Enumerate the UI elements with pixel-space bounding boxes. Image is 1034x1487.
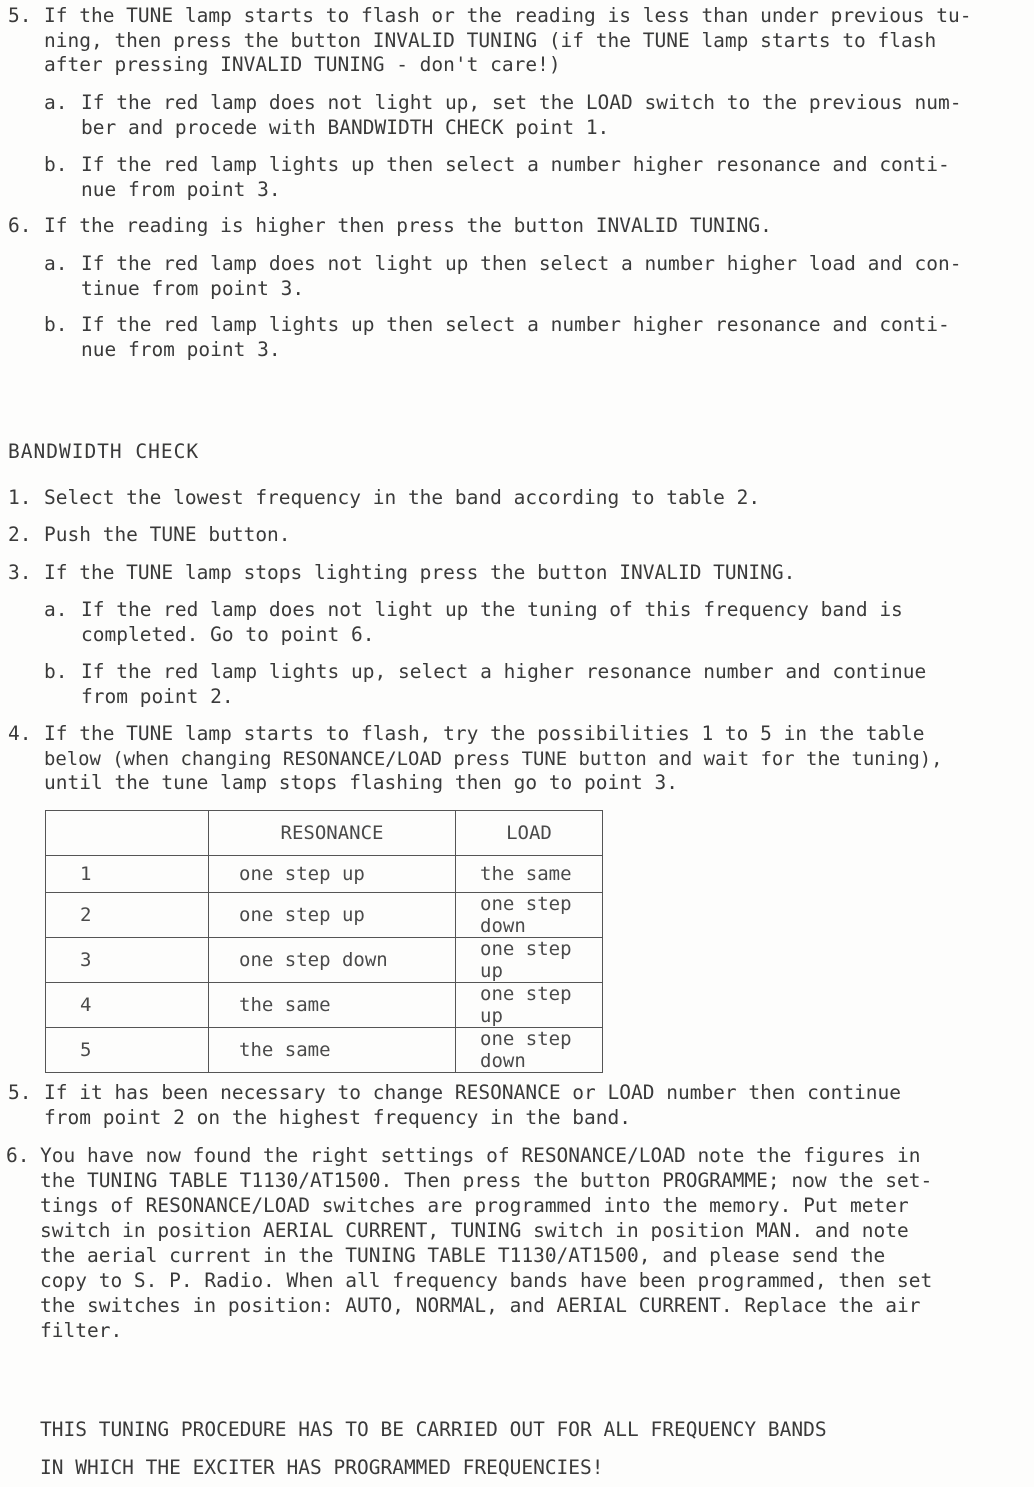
item-line: You have now found the right settings of RESONANCE/LOAD note the figures in [40,1144,921,1167]
item-line: the TUNING TABLE T1130/AT1500. Then press the button PROGRAMME; now the set- [40,1169,933,1192]
table-header-cell: RESONANCE [209,811,456,856]
table-cell: 4 [46,983,209,1028]
item-line: switch in position AERIAL CURRENT, TUNING switch in position MAN. and note [40,1219,909,1242]
item-line: ber and procede with BANDWIDTH CHECK point 1. [81,115,610,139]
table-cell: one step up [456,938,603,983]
tuning-possibilities-table [45,810,603,1073]
item-number: 4. [8,722,32,745]
item-number: 1. [8,486,32,509]
table-row [46,893,603,938]
item-line: If the TUNE lamp starts to flash or the reading is less than under previous tu- [44,4,972,27]
item-line: Push the TUNE button. [44,523,291,546]
table-cell: one step up [209,856,456,893]
item-number: 2. [8,523,32,546]
item-number: a. [44,598,68,621]
item-line: nue from point 3. [81,177,281,201]
table-cell: the same [456,856,603,893]
table-cell: the same [209,1028,456,1073]
table-cell: 5 [46,1028,209,1073]
table-cell: 1 [46,856,209,893]
item-line: copy to S. P. Radio. When all frequency bands have been programmed, then set [40,1269,933,1292]
item-line: If the red lamp lights up, select a higher resonance number and continue [81,660,927,683]
item-number: a. [44,91,68,114]
table-header-cell: LOAD [456,811,603,856]
item-number: 5. [8,4,32,27]
item-number: b. [44,660,68,683]
item-number: a. [44,252,68,275]
table-header-cell [46,811,209,856]
table-cell: one step up [209,893,456,938]
table-header-row [46,811,603,856]
item-number: 3. [8,561,32,584]
item-number: b. [44,153,68,176]
table-row [46,983,603,1028]
item-line: If the red lamp lights up then select a number higher resonance and conti- [81,153,950,176]
table-cell: 3 [46,938,209,983]
item-line: below (when changing RESONANCE/LOAD press TUNE button and wait for the tuning), [44,747,943,770]
table-cell: one step up [456,983,603,1028]
table-cell: one step down [456,893,603,938]
item-line: If the TUNE lamp stops lighting press the button INVALID TUNING. [44,561,796,584]
item-number: 5. [8,1081,32,1104]
item-line: from point 2 on the highest frequency in the band. [44,1105,631,1129]
section-heading: BANDWIDTH CHECK [8,440,200,463]
item-line: If the red lamp does not light up the tuning of this frequency band is [81,598,903,621]
table-cell: 2 [46,893,209,938]
table-row [46,1028,603,1073]
item-line: Select the lowest frequency in the band according to table 2. [44,486,761,509]
item-line: If the red lamp does not light up, set the LOAD switch to the previous num- [81,91,962,114]
table-cell: one step down [456,1028,603,1073]
closing-note-line: THIS TUNING PROCEDURE HAS TO BE CARRIED OUT FOR ALL FREQUENCY BANDS [40,1418,827,1441]
item-line: the aerial current in the TUNING TABLE T1130/AT1500, and please send the [40,1244,886,1267]
item-number: 6. [6,1144,30,1167]
item-number: b. [44,313,68,336]
item-line: If the reading is higher then press the button INVALID TUNING. [44,214,772,237]
item-line: from point 2. [81,684,234,708]
closing-note-line: IN WHICH THE EXCITER HAS PROGRAMMED FREQUENCIES! [40,1456,604,1479]
item-line: after pressing INVALID TUNING - don't care!) [44,53,561,76]
item-line: If the TUNE lamp starts to flash, try the possibilities 1 to 5 in the table [44,722,925,745]
item-number: 6. [8,214,32,237]
item-line: the switches in position: AUTO, NORMAL, and AERIAL CURRENT. Replace the air [40,1294,921,1317]
item-line: tings of RESONANCE/LOAD switches are programmed into the memory. Put meter [40,1194,909,1217]
item-line: filter. [40,1319,123,1342]
table-row [46,938,603,983]
item-line: tinue from point 3. [81,276,305,300]
item-line: If the red lamp lights up then select a number higher resonance and conti- [81,313,950,336]
table-cell: the same [209,983,456,1028]
item-line: until the tune lamp stops flashing then go to point 3. [44,771,678,794]
item-line: nue from point 3. [81,337,281,361]
item-line: completed. Go to point 6. [81,622,375,646]
item-line: If the red lamp does not light up then select a number higher load and con- [81,252,962,275]
table-cell: one step down [209,938,456,983]
item-line: If it has been necessary to change RESONANCE or LOAD number then continue [44,1081,902,1104]
table-row [46,856,603,893]
item-line: ning, then press the button INVALID TUNING (if the TUNE lamp starts to flash [44,28,937,52]
